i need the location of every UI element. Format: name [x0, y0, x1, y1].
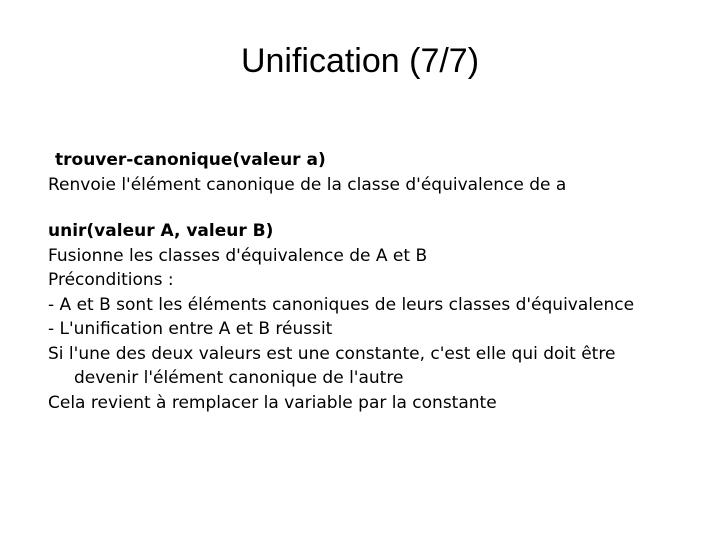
spacer	[48, 197, 688, 219]
union-description: Fusionne les classes d'équivalence de A et B	[48, 245, 428, 266]
union-signature: unir(valeur A, valeur B)	[48, 221, 274, 241]
replacement-note: Cela revient à remplacer la variable par la constante	[48, 392, 497, 413]
constant-rule-line-1: Si l'une des deux valeurs est une constante, c'est elle qui doit être	[48, 343, 616, 364]
precondition-item-2: - L'unification entre A et B réussit	[48, 319, 333, 339]
slide-title: Unification (7/7)	[240, 42, 480, 80]
constant-rule-line-2: devenir l'élément canonique de l'autre	[74, 368, 404, 388]
slide-body	[48, 148, 688, 415]
find-signature: trouver-canonique(valeur a)	[55, 150, 326, 170]
precondition-item-1: - A et B sont les éléments canoniques de leurs classes d'équivalence	[48, 294, 635, 315]
find-description: Renvoie l'élément canonique de la classe d'équivalence de a	[48, 174, 567, 195]
preconditions-label: Préconditions :	[48, 270, 174, 290]
